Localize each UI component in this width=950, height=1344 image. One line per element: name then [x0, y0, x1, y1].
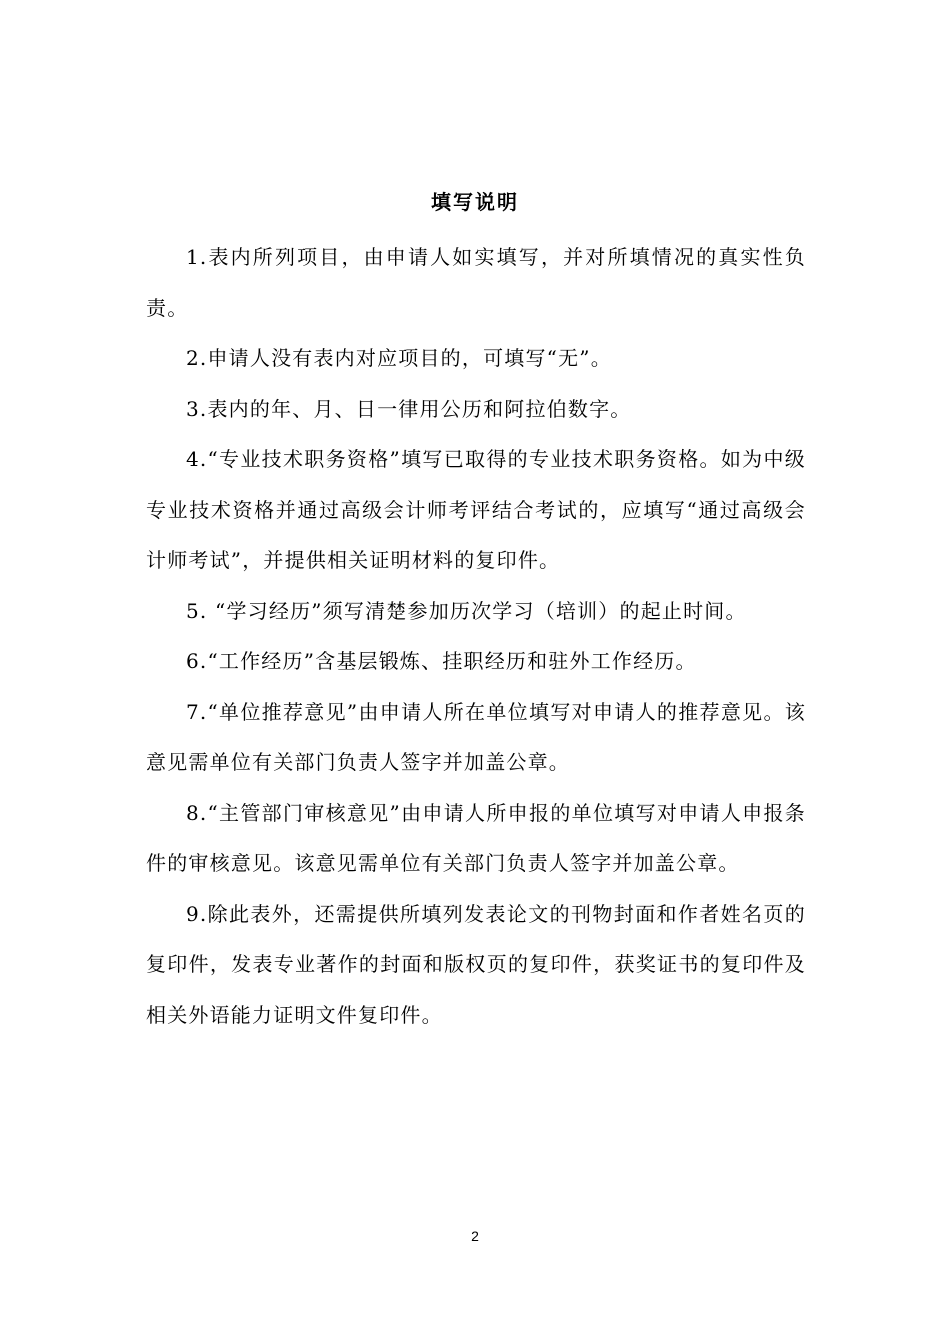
instruction-item-5: 5. “学习经历”须写清楚参加历次学习（培训）的起止时间。	[186, 598, 747, 623]
instruction-item-6: 6.“工作经历”含基层锻炼、挂职经历和驻外工作经历。	[186, 649, 697, 673]
instruction-item-2: 2.申请人没有表内对应项目的，可填写“无”。	[186, 346, 612, 370]
instruction-item-1: 1.表内所列项目，由申请人如实填写，并对所填情况的真实性负责。	[146, 245, 806, 320]
page-number: 2	[471, 1228, 479, 1244]
instruction-item-7: 7.“单位推荐意见”由申请人所在单位填写对申请人的推荐意见。该意见需单位有关部门负责人签字并加盖公章。	[146, 699, 806, 774]
instruction-item-8: 8.“主管部门审核意见”由申请人所申报的单位填写对申请人申报条件的审核意见。该意见需单位有关部门负责人签字并加盖公章。	[146, 800, 806, 875]
instruction-item-4: 4.“专业技术职务资格”填写已取得的专业技术职务资格。如为中级专业技术资格并通过高级会计师考评结合考试的，应填写“通过高级会计师考试”，并提供相关证明材料的复印件。	[146, 447, 806, 572]
instruction-item-9: 9.除此表外，还需提供所填列发表论文的刊物封面和作者姓名页的复印件，发表专业著作的封面和版权页的复印件，获奖证书的复印件及相关外语能力证明文件复印件。	[146, 901, 806, 1027]
instruction-item-3: 3.表内的年、月、日一律用公历和阿拉伯数字。	[186, 396, 632, 421]
page-title: 填写说明	[431, 190, 519, 214]
instructions-body	[146, 232, 806, 1040]
